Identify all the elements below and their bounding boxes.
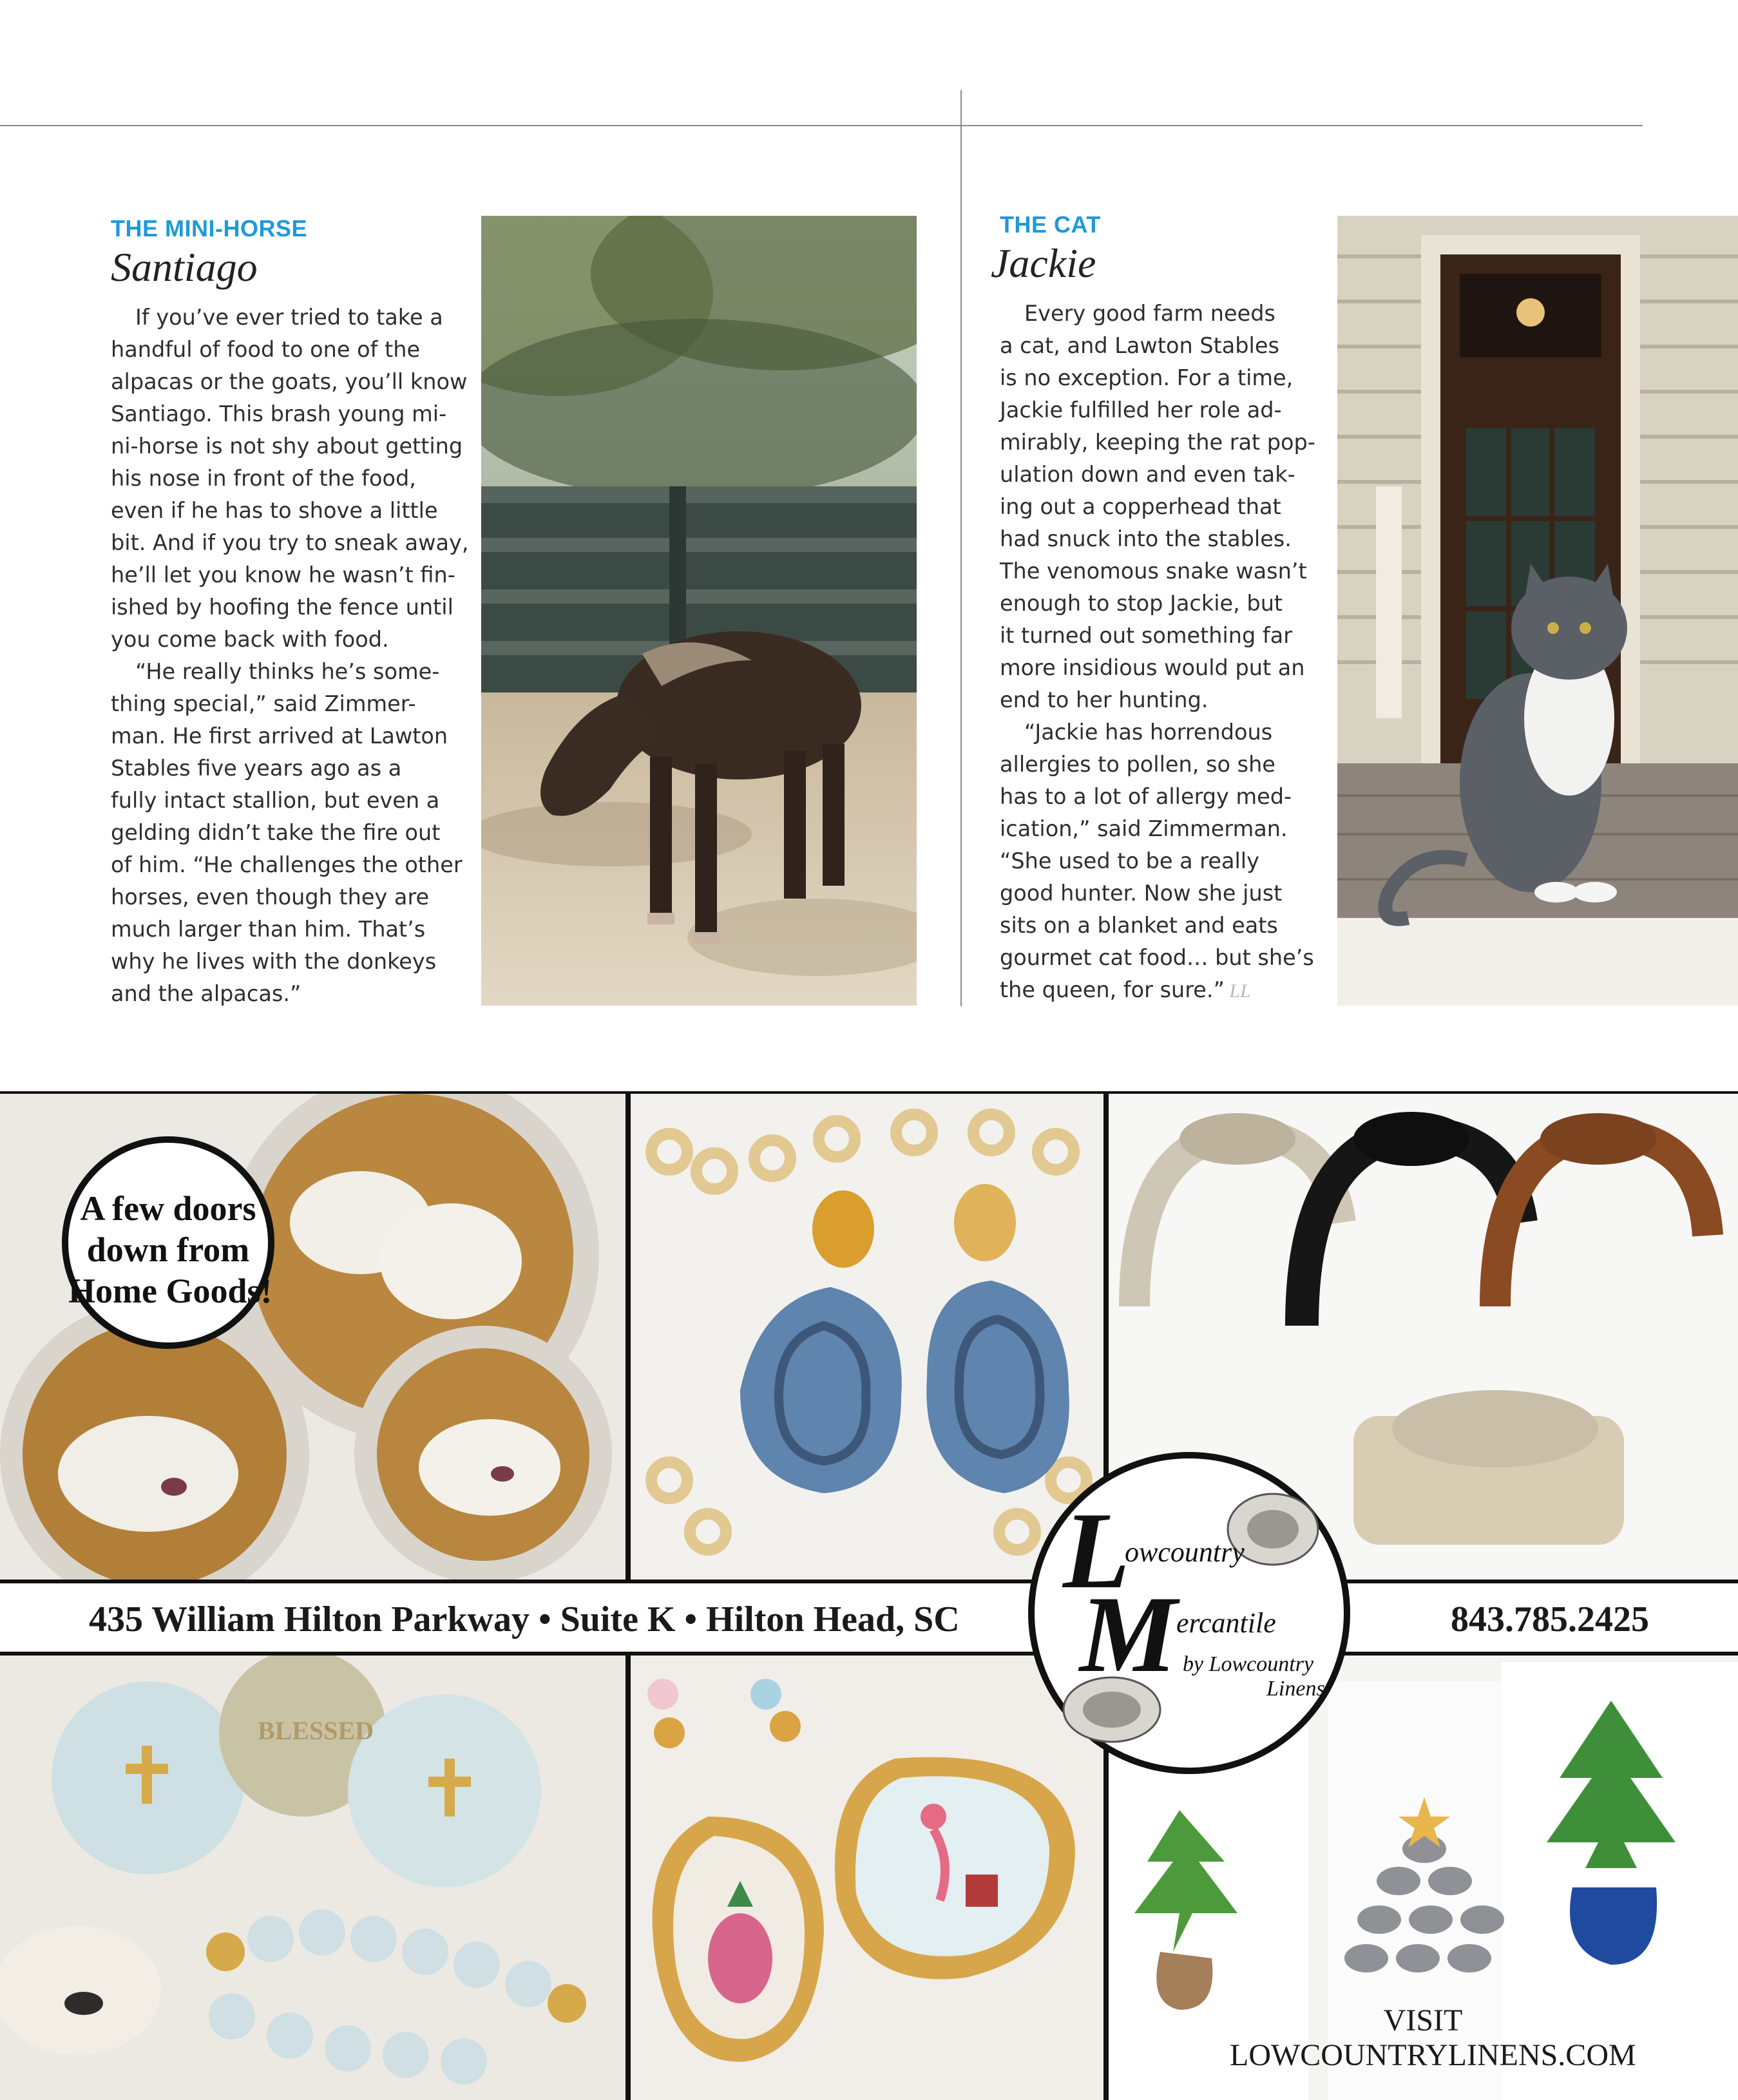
home-goods-badge	[62, 1136, 274, 1349]
mini-horse-p1-line: even if he has to shove a little	[111, 498, 438, 523]
ad-divider	[625, 1656, 631, 2100]
cat-p1-line: more insidious would put an	[1000, 655, 1305, 680]
cat-p1-line: Jackie fulfilled her role ad-	[1000, 397, 1282, 423]
cat-photo	[1337, 216, 1738, 1006]
badge-line-2: down from	[86, 1230, 250, 1269]
mini-horse-p1-line: he’ll let you know he wasn’t fin-	[111, 562, 455, 587]
mini-horse-name: Santiago	[111, 244, 258, 290]
mini-horse-p1-line: If you’ve ever tried to take a	[135, 305, 443, 330]
cat-p2-line: good hunter. Now she just	[1000, 881, 1283, 906]
cat-p1-line: it turned out something far	[1000, 623, 1293, 648]
logo-word-lowcountry: owcountry	[1125, 1536, 1245, 1568]
mini-horse-p2-line: “He really thinks he’s some-	[135, 659, 440, 684]
mini-horse-p2-line: and the alpacas.”	[111, 981, 301, 1006]
mini-horse-p1-line: bit. And if you try to sneak away,	[111, 530, 469, 555]
mini-horse-p1-line: handful of food to one of the	[111, 337, 421, 362]
cat-p2-line: sits on a blanket and eats	[1000, 913, 1278, 938]
cat-kicker: THE CAT	[1000, 211, 1101, 238]
cat-p1-line: is no exception. For a time,	[1000, 365, 1294, 390]
cat-p1-line: enough to stop Jackie, but	[1000, 591, 1283, 616]
mini-horse-paragraph-1	[111, 301, 472, 656]
address-band	[0, 1580, 1738, 1656]
mini-horse-p2-line: gelding didn’t take the fire out	[111, 820, 441, 845]
mini-horse-paragraph-2	[111, 656, 472, 1010]
cat-p2-line: has to a lot of allergy med-	[1000, 784, 1292, 809]
cat-p1-line: mirably, keeping the rat pop-	[1000, 430, 1315, 455]
mini-horse-p2-line: thing special,” said Zimmer-	[111, 691, 416, 716]
cat-p1-line: ulation down and even tak-	[1000, 462, 1295, 487]
badge-line-3: Home Goods!	[68, 1272, 272, 1310]
mini-horse-p2-line: fully intact stallion, but even a	[111, 788, 440, 813]
store-phone: 843.785.2425	[1451, 1599, 1649, 1639]
mini-horse-p1-line: ished by hoofing the fence until	[111, 595, 454, 620]
mini-horse-p2-line: man. He first arrived at Lawton	[111, 723, 448, 749]
logo-initial-l: L	[1063, 1490, 1130, 1611]
cat-story	[1000, 298, 1335, 1007]
cat-name: Jackie	[991, 240, 1096, 286]
mini-horse-kicker: THE MINI-HORSE	[111, 215, 308, 242]
ad-divider	[625, 1094, 631, 1580]
logo-word-mercantile: ercantile	[1176, 1607, 1276, 1639]
oyster-earrings-tile	[631, 1094, 1103, 1580]
blessed-bowls-tile	[0, 1656, 625, 2100]
cat-p2-line: “Jackie has horrendous	[1024, 720, 1273, 745]
cat-p2-line: “She used to be a really	[1000, 848, 1259, 873]
cat-p1-line: end to her hunting.	[1000, 687, 1208, 712]
mini-horse-p1-line: Santiago. This brash young mi-	[111, 401, 447, 426]
lowcountry-mercantile-logo	[1028, 1452, 1350, 1774]
store-address: 435 William Hilton Parkway • Suite K • Hilton Head, SC	[89, 1599, 960, 1639]
mini-horse-p1-line: alpacas or the goats, you’ll know	[111, 369, 468, 394]
lowcountry-mercantile-ad	[0, 1091, 1738, 2100]
oyster-ornaments-tile	[631, 1656, 1103, 2100]
cat-p2-line: gourmet cat food… but she’s	[1000, 945, 1314, 970]
mini-horse-p1-line: his nose in front of the food,	[111, 466, 416, 491]
cat-paragraph-2	[1000, 716, 1335, 1007]
cat-p2-line: the queen, for sure.” LL	[1000, 977, 1251, 1002]
column-divider	[960, 90, 962, 1006]
cat-p2-line: allergies to pollen, so she	[1000, 752, 1275, 777]
top-rule	[0, 125, 1643, 126]
mini-horse-p2-line: Stables five years ago as a	[111, 756, 402, 781]
mini-horse-p2-line: of him. “He challenges the other	[111, 852, 463, 877]
mini-horse-p2-line: horses, even though they are	[111, 884, 430, 910]
author-signature: LL	[1224, 980, 1251, 1002]
mini-horse-p1-line: ni-horse is not shy about getting	[111, 434, 463, 459]
mini-horse-story	[111, 301, 472, 1010]
cat-p2-line: ication,” said Zimmerman.	[1000, 816, 1288, 841]
cat-p1-line: Every good farm needs	[1024, 301, 1275, 326]
logo-byline-1: by Lowcountry	[1183, 1652, 1314, 1676]
cat-p1-line: had snuck into the stables.	[1000, 526, 1292, 551]
visit-label: VISIT	[1383, 2003, 1463, 2038]
logo-initial-m: M	[1080, 1574, 1178, 1695]
cat-p1-line: ing out a copperhead that	[1000, 494, 1281, 519]
oyster-bowls-tile	[0, 1094, 625, 1580]
mini-horse-p2-line: why he lives with the donkeys	[111, 949, 437, 974]
cat-p1-line: The venomous snake wasn’t	[1000, 558, 1307, 584]
cat-p1-line: a cat, and Lawton Stables	[1000, 333, 1279, 358]
website-url[interactable]: LOWCOUNTRYLINENS.COM	[1230, 2038, 1636, 2072]
logo-byline-2: Linens	[1266, 1677, 1325, 1701]
visit-website	[1230, 2003, 1636, 2073]
mini-horse-photo	[481, 216, 917, 1006]
mini-horse-p2-line: much larger than him. That’s	[111, 917, 426, 942]
mini-horse-p1-line: you come back with food.	[111, 627, 389, 652]
badge-line-1: A few doors	[80, 1189, 256, 1228]
blessed-bowl-text: BLESSED	[258, 1716, 374, 1745]
cat-paragraph-1	[1000, 298, 1335, 716]
